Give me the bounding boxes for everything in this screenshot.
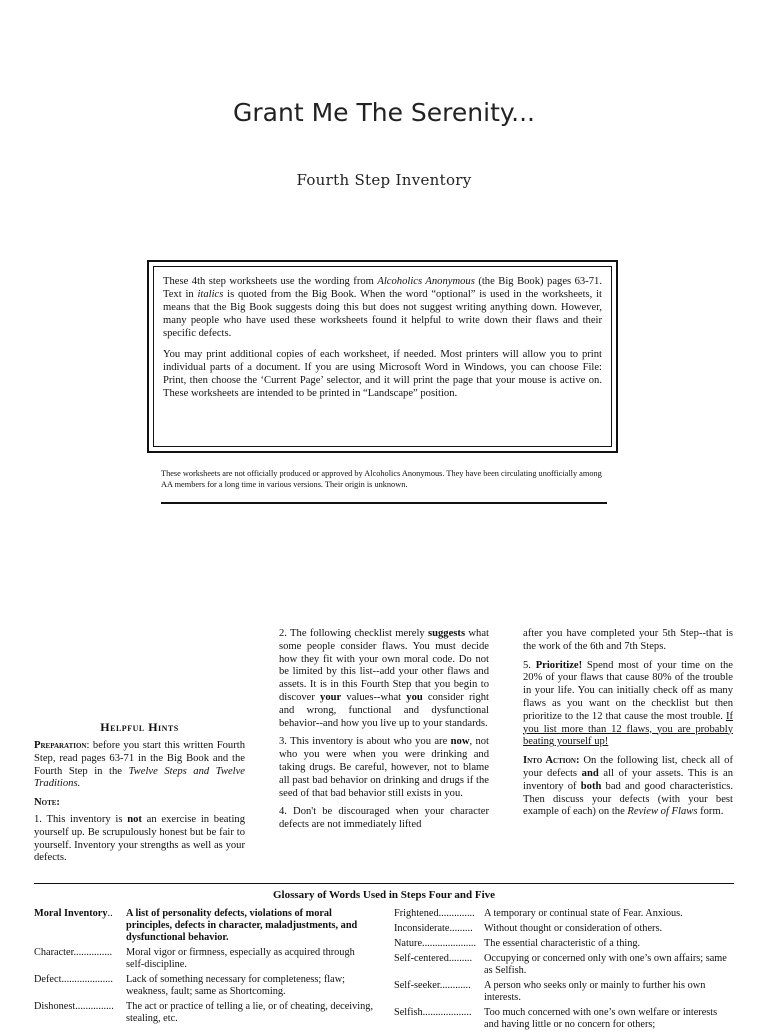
glossary-term xyxy=(34,1001,126,1013)
glossary-term xyxy=(34,947,126,959)
term-leader: .............. xyxy=(438,908,475,919)
glossary-entry xyxy=(394,908,734,920)
hint-bold: not xyxy=(127,813,142,825)
glossary-term xyxy=(34,908,126,920)
intro-text: is quoted from the Big Book. When the word “optional” is used in the worksheets, it means that the Big Book suggests doing this but does not suggest writing anything down. However, many people who have used these worksheets found it helpful to write down their flaws and their specific defects. xyxy=(163,289,602,339)
glossary-definition: Without thought or consideration of others. xyxy=(484,923,663,934)
glossary-definition xyxy=(126,908,374,944)
glossary-entry xyxy=(34,974,374,998)
glossary-definition: Moral vigor or firmness, especially as acquired through self-discipline. xyxy=(126,947,355,970)
hint-text: Spend most of your time on the 20% of your flaws that cause 80% of the trouble in your life. You can initially check off as many flaws as you want on the checklist but then prioritize to the 12 that cause the most trouble. xyxy=(523,659,734,722)
hint-bold: your xyxy=(320,691,342,703)
hint-item-1 xyxy=(34,814,245,865)
term-text: Selfish xyxy=(394,1007,423,1018)
term-leader: .................... xyxy=(61,974,113,985)
divider-rule xyxy=(161,502,607,504)
glossary-rule xyxy=(34,883,734,884)
hint-text: 1. This inventory is xyxy=(34,813,128,825)
hint-text: On the following list, check all of your defects xyxy=(523,755,734,779)
hint-bold: now xyxy=(450,736,470,748)
glossary-definition: Occupying or concerned only with one’s own affairs; same as Selfish. xyxy=(484,953,727,976)
preparation-italic: Twelve Steps and Twelve Traditions. xyxy=(34,765,245,790)
hint-text: 3. This inventory is about who you are xyxy=(279,736,451,748)
hint-text: consider right and wrong, functional and dysfunctional behavior--and how you live up to your standards. xyxy=(279,691,489,729)
glossary-term xyxy=(394,1007,484,1019)
term-text: Moral Inventory xyxy=(34,908,108,919)
hint-underline: If you list more than 12 flaws, you are probably beating yourself up! xyxy=(523,710,733,748)
glossary-definition: Lack of something necessary for completeness; flaw; weakness, fault; same as Shortcoming. xyxy=(126,974,346,997)
glossary-term xyxy=(394,980,484,992)
term-leader: ................... xyxy=(422,1007,472,1018)
column-1 xyxy=(34,740,245,871)
preparation-text: : before you start this written Fourth Step, read pages 63-71 in the Big Book and the Fourth Step in the xyxy=(34,740,245,777)
glossary-right-column xyxy=(394,908,734,1034)
hint-bold: you xyxy=(406,691,423,703)
intro-box-inner xyxy=(153,266,612,447)
glossary-term xyxy=(394,923,484,935)
term-leader: ......... xyxy=(449,923,473,934)
preparation-label: Preparation xyxy=(34,740,87,751)
hint-text: what some people consider flaws. You must decide how they fit with your own moral code. Do not be limited by this list--add your other flaws and assets. It is in this Fourth Step that you begin to discover xyxy=(279,628,489,703)
italics-word: italics xyxy=(197,289,224,300)
term-leader: ............... xyxy=(73,947,113,958)
glossary-entry xyxy=(34,947,374,971)
column-3 xyxy=(523,628,733,825)
note-label: Note: xyxy=(34,797,60,809)
definition-text: A list of personality defects, violations of moral principles, defects in character, maladjustments, and dysfunctional behavior. xyxy=(126,908,358,943)
hint-text: 2. The following checklist merely xyxy=(279,628,428,639)
hint-item-3 xyxy=(279,736,489,800)
hint-text: bad and good characteristics. Then discuss your defects (with your best example of each) on the xyxy=(523,780,733,818)
term-leader: ............ xyxy=(439,980,471,991)
glossary-definition: The essential characteristic of a thing. xyxy=(484,938,641,949)
page-subtitle: Fourth Step Inventory xyxy=(296,171,472,189)
term-text: Self-seeker xyxy=(394,980,440,991)
glossary-term xyxy=(394,938,484,950)
review-of-flaws-italic: Review of Flaws xyxy=(627,806,698,818)
term-text: Nature xyxy=(394,938,423,949)
intro-box xyxy=(147,260,618,453)
hint-text: form. xyxy=(697,806,724,818)
into-action-paragraph xyxy=(523,755,733,819)
term-text: Dishonest xyxy=(34,1001,76,1012)
intro-text: These 4th step worksheets use the wording from xyxy=(163,276,378,287)
glossary-definition: A person who seeks only or mainly to further his own interests. xyxy=(484,980,706,1003)
glossary-definition: The act or practice of telling a lie, or of cheating, deceiving, stealing, etc. xyxy=(126,1001,374,1024)
intro-paragraph-1 xyxy=(163,275,602,340)
intro-text: (the Big Book) pages 63-71. Text in xyxy=(163,276,602,300)
hint-text: 5. xyxy=(523,659,536,671)
into-action-label: Into Action: xyxy=(523,755,580,767)
glossary-definition: Too much concerned with one’s own welfare or interests and having little or no concern for others; xyxy=(484,1007,718,1030)
preparation-paragraph xyxy=(34,740,245,791)
hint-text: , not who you were when you were drinking and taking drugs. Be careful, however, not to blame all past bad behavior on drinking and drugs if the seed of that bad behavior still exists in you. xyxy=(279,736,489,799)
glossary-entry xyxy=(394,953,734,977)
glossary-entry xyxy=(34,1001,374,1025)
hint-text: all of your assets. This is an inventory of xyxy=(523,767,733,792)
intro-paragraph-2: You may print additional copies of each worksheet, if needed. Most printers will allow you to print individual parts of a document. If you are using Microsoft Word in Windows, you can choose File: Print, then choose the ‘Current Page’ selector, and it will print the page that your mouse is active on. These worksheets are intended to be printed in “Landscape” position. xyxy=(163,349,602,399)
hint-bold: suggests xyxy=(428,628,466,639)
glossary-entry xyxy=(394,938,734,950)
glossary-entry xyxy=(34,908,374,944)
note-paragraph xyxy=(34,797,245,810)
hint-bold: and xyxy=(581,767,599,779)
term-leader: .. xyxy=(107,908,113,919)
glossary-left-column xyxy=(34,908,374,1028)
glossary-entry xyxy=(394,1007,734,1031)
hint-bold: both xyxy=(580,780,602,792)
glossary-term xyxy=(34,974,126,986)
hint-text: an exercise in beating yourself up. Be scrupulously honest but be fair to yourself. Inventory your strengths as well as your defects. xyxy=(34,813,245,864)
glossary-term xyxy=(394,908,484,920)
hint-item-4: 4. Don't be discouraged when your character defects are not immediately lifted xyxy=(279,806,489,831)
term-text: Character xyxy=(34,947,74,958)
term-text: Defect xyxy=(34,974,62,985)
term-text: Self-centered xyxy=(394,953,449,964)
hint-item-5 xyxy=(523,660,733,750)
hint-item-4-continued: after you have completed your 5th Step--that is the work of the 6th and 7th Steps. xyxy=(523,628,733,652)
glossary-definition: A temporary or continual state of Fear. Anxious. xyxy=(484,908,683,919)
term-leader: ............... xyxy=(75,1001,114,1012)
glossary-term xyxy=(394,953,484,965)
glossary-title: Glossary of Words Used in Steps Four and Five xyxy=(272,889,496,901)
term-leader: ......... xyxy=(448,953,473,964)
term-leader: ..................... xyxy=(422,938,477,949)
hint-text: values--what xyxy=(341,691,407,703)
hint-bold: Prioritize! xyxy=(535,659,583,671)
term-text: Inconsiderate xyxy=(394,923,450,934)
page-title: Grant Me The Serenity... xyxy=(233,98,535,127)
book-title: Alcoholics Anonymous xyxy=(377,276,475,287)
hint-item-2 xyxy=(279,628,489,730)
term-text: Frightened xyxy=(394,908,439,919)
helpful-hints-heading: Helpful Hints xyxy=(100,720,179,734)
glossary-entry xyxy=(394,923,734,935)
glossary-entry xyxy=(394,980,734,1004)
disclaimer-note: These worksheets are not officially produced or approved by Alcoholics Anonymous. They have been circulating unofficially among AA members for a long time in various versions. Their origin is unknown. xyxy=(161,469,602,489)
column-2 xyxy=(279,628,489,838)
